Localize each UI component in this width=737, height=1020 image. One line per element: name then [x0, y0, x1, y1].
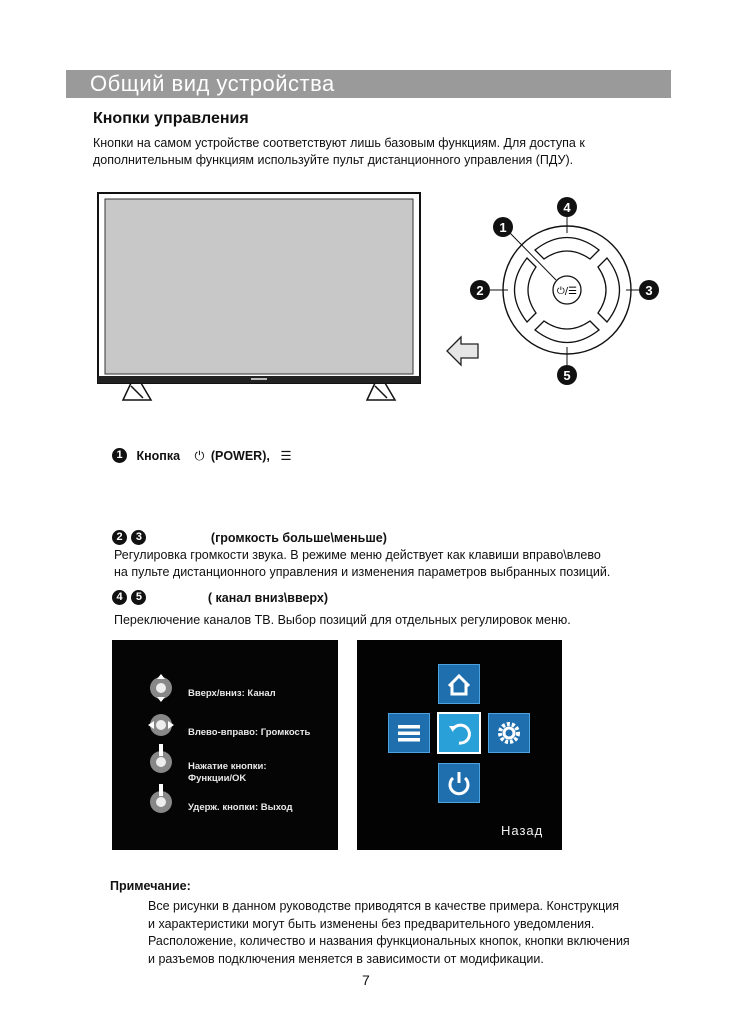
tv-right-stand — [367, 383, 395, 400]
power-label: Кнопка — [136, 449, 181, 463]
screen-nav-menu — [357, 640, 562, 850]
power-icon — [439, 764, 479, 802]
settings-tile[interactable] — [488, 713, 530, 753]
back-icon — [439, 714, 479, 752]
volume-line-2: на пульте дистанционного управления и изменения параметров выбранных позиций. — [114, 565, 611, 579]
svg-text:4: 4 — [563, 200, 571, 215]
power-icon: ⏻ — [194, 448, 205, 463]
page-header-banner — [66, 70, 671, 98]
callout-1 — [493, 217, 513, 237]
note-line-4: и разъемов подключения меняется в зависимости от модификации. — [148, 951, 544, 966]
joystick-hold-icon — [150, 784, 172, 813]
help-row-hold: Удерж. кнопки: Выход — [188, 802, 293, 813]
power-text: (POWER), — [210, 449, 270, 463]
page-header-title: Общий вид устройства — [90, 71, 335, 96]
joystick-leftright-icon — [148, 714, 174, 736]
callout-3 — [639, 280, 659, 300]
screen-help-menu — [112, 640, 338, 850]
callout-badge-5: 5 — [131, 590, 146, 605]
callout-4 — [557, 197, 577, 217]
svg-text:1: 1 — [499, 220, 507, 235]
channel-description: Переключение каналов ТВ. Выбор позиций для отдельных регулировок меню. — [114, 613, 571, 627]
note-line-3: Расположение, количество и названия функциональных кнопок, кнопки включения — [148, 934, 630, 948]
note-line-1: Все рисунки в данном руководстве приводятся в качестве примера. Конструкция — [148, 899, 620, 913]
tv-illustration — [95, 190, 425, 405]
power-menu-glyph: ⏻/☰ — [556, 286, 578, 297]
menu-tile[interactable] — [388, 713, 430, 753]
home-tile[interactable] — [438, 664, 480, 704]
note-title: Примечание: — [110, 879, 191, 893]
tv-left-stand — [123, 383, 151, 400]
callout-badge-4: 4 — [112, 590, 127, 605]
help-icons — [148, 670, 174, 850]
svg-text:3: 3 — [645, 283, 653, 298]
menu-list-icon — [389, 714, 429, 752]
help-row-updown: Вверх/вниз: Канал — [188, 688, 276, 699]
back-label: Назад — [501, 823, 544, 838]
intro-line-2: дополнительным функциям используйте пульт дистанционного управления (ПДУ). — [93, 153, 574, 167]
back-tile[interactable] — [437, 712, 481, 754]
svg-text:5: 5 — [563, 368, 571, 383]
power-tile[interactable] — [438, 763, 480, 803]
intro-paragraph — [93, 135, 673, 169]
volume-description — [114, 547, 610, 581]
note-body — [148, 898, 708, 968]
tv-logo — [251, 378, 267, 380]
callout-2 — [470, 280, 490, 300]
help-row-leftright: Влево-вправо: Громкость — [188, 727, 311, 738]
channel-item-header — [112, 589, 328, 607]
callout-5 — [557, 365, 577, 385]
joystick-press-icon — [150, 744, 172, 773]
power-item — [112, 447, 292, 465]
tv-screen — [105, 199, 413, 374]
channel-title: ( канал вниз\вверх) — [207, 591, 329, 605]
menu-icon: ☰ — [280, 448, 292, 463]
control-buttons-diagram — [470, 195, 670, 395]
help-row-press: Нажатие кнопки: — [188, 761, 267, 772]
section-title: Кнопки управления — [93, 110, 249, 127]
volume-line-1: Регулировка громкости звука. В режиме меню действует как клавиши вправо\влево — [114, 548, 601, 562]
volume-title: (громкость больше\меньше) — [210, 531, 387, 545]
callout-badge-1: 1 — [112, 448, 127, 463]
home-icon — [439, 665, 479, 703]
callout-badge-3: 3 — [131, 530, 146, 545]
joystick-updown-icon — [150, 674, 172, 702]
note-line-2: и характеристики могут быть изменены без предварительного уведомления. — [148, 916, 595, 931]
page-number: 7 — [362, 972, 370, 988]
help-row-functions: Функции/OK — [188, 773, 247, 784]
callout-badge-2: 2 — [112, 530, 127, 545]
intro-line-1: Кнопки на самом устройстве соответствуют лишь базовым функциям. Для доступа к — [93, 136, 585, 150]
svg-text:2: 2 — [476, 283, 484, 298]
gear-icon — [489, 714, 529, 752]
volume-item-header — [112, 529, 387, 547]
